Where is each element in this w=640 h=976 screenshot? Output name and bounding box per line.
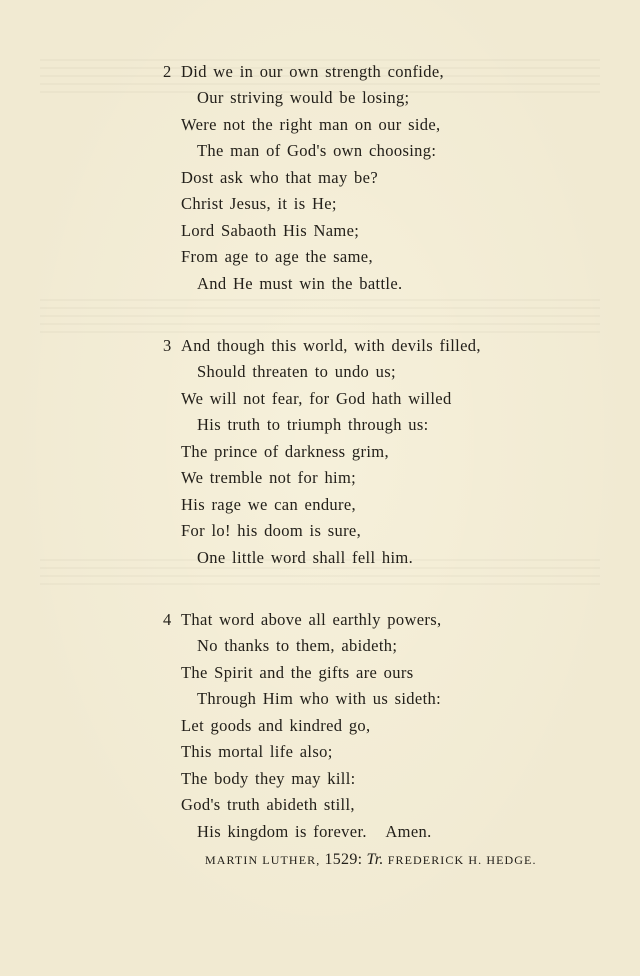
stanza-line: Let goods and kindred go, (181, 716, 371, 735)
stanza-line: That word above all earthly powers, (181, 610, 442, 629)
stanza-line: Our striving would be losing; (197, 88, 410, 107)
stanza-line: His truth to triumph through us: (197, 415, 429, 434)
stanza-number: 3 (163, 336, 172, 355)
stanza-line: Should threaten to undo us; (197, 362, 396, 381)
stanza-line: We tremble not for him; (181, 468, 357, 487)
stanza-line: Did we in our own strength confide, (181, 62, 444, 81)
translator-name: FREDERICK H. HEDGE. (387, 853, 537, 867)
translator-abbrev: Tr. (366, 851, 384, 868)
stanza-line: And He must win the battle. (197, 274, 403, 293)
stanza-line: One little word shall fell him. (197, 548, 414, 567)
stanza-line: His kingdom is forever. Amen. (197, 822, 432, 841)
stanza-number: 4 (163, 610, 172, 629)
author-year: 1529: (324, 851, 363, 868)
stanza-line: Lord Sabaoth His Name; (181, 221, 360, 240)
stanza-line: From age to age the same, (181, 247, 373, 266)
stanza-line: The body they may kill: (181, 769, 356, 788)
stanza-line: For lo! his doom is sure, (181, 521, 362, 540)
stanza-line: The prince of darkness grim, (181, 442, 389, 461)
stanza-line: His rage we can endure, (181, 495, 357, 514)
stanza-line: We will not fear, for God hath willed (181, 389, 452, 408)
stanza-line: God's truth abideth still, (181, 795, 355, 814)
stanza-line: Christ Jesus, it is He; (181, 194, 337, 213)
stanza-line: Dost ask who that may be? (181, 168, 379, 187)
stanza-line: The Spirit and the gifts are ours (181, 663, 414, 682)
attribution (205, 851, 537, 869)
stanza-line: And though this world, with devils filled, (181, 336, 481, 355)
stanza-line: This mortal life also; (181, 742, 333, 761)
author-name: MARTIN LUTHER, (205, 853, 325, 867)
stanza-line: Through Him who with us sideth: (197, 689, 442, 708)
stanza-line: No thanks to them, abideth; (197, 636, 398, 655)
stanza-line: Were not the right man on our side, (181, 115, 441, 134)
stanza-line: The man of God's own choosing: (197, 141, 437, 160)
stanza-number: 2 (163, 62, 172, 81)
